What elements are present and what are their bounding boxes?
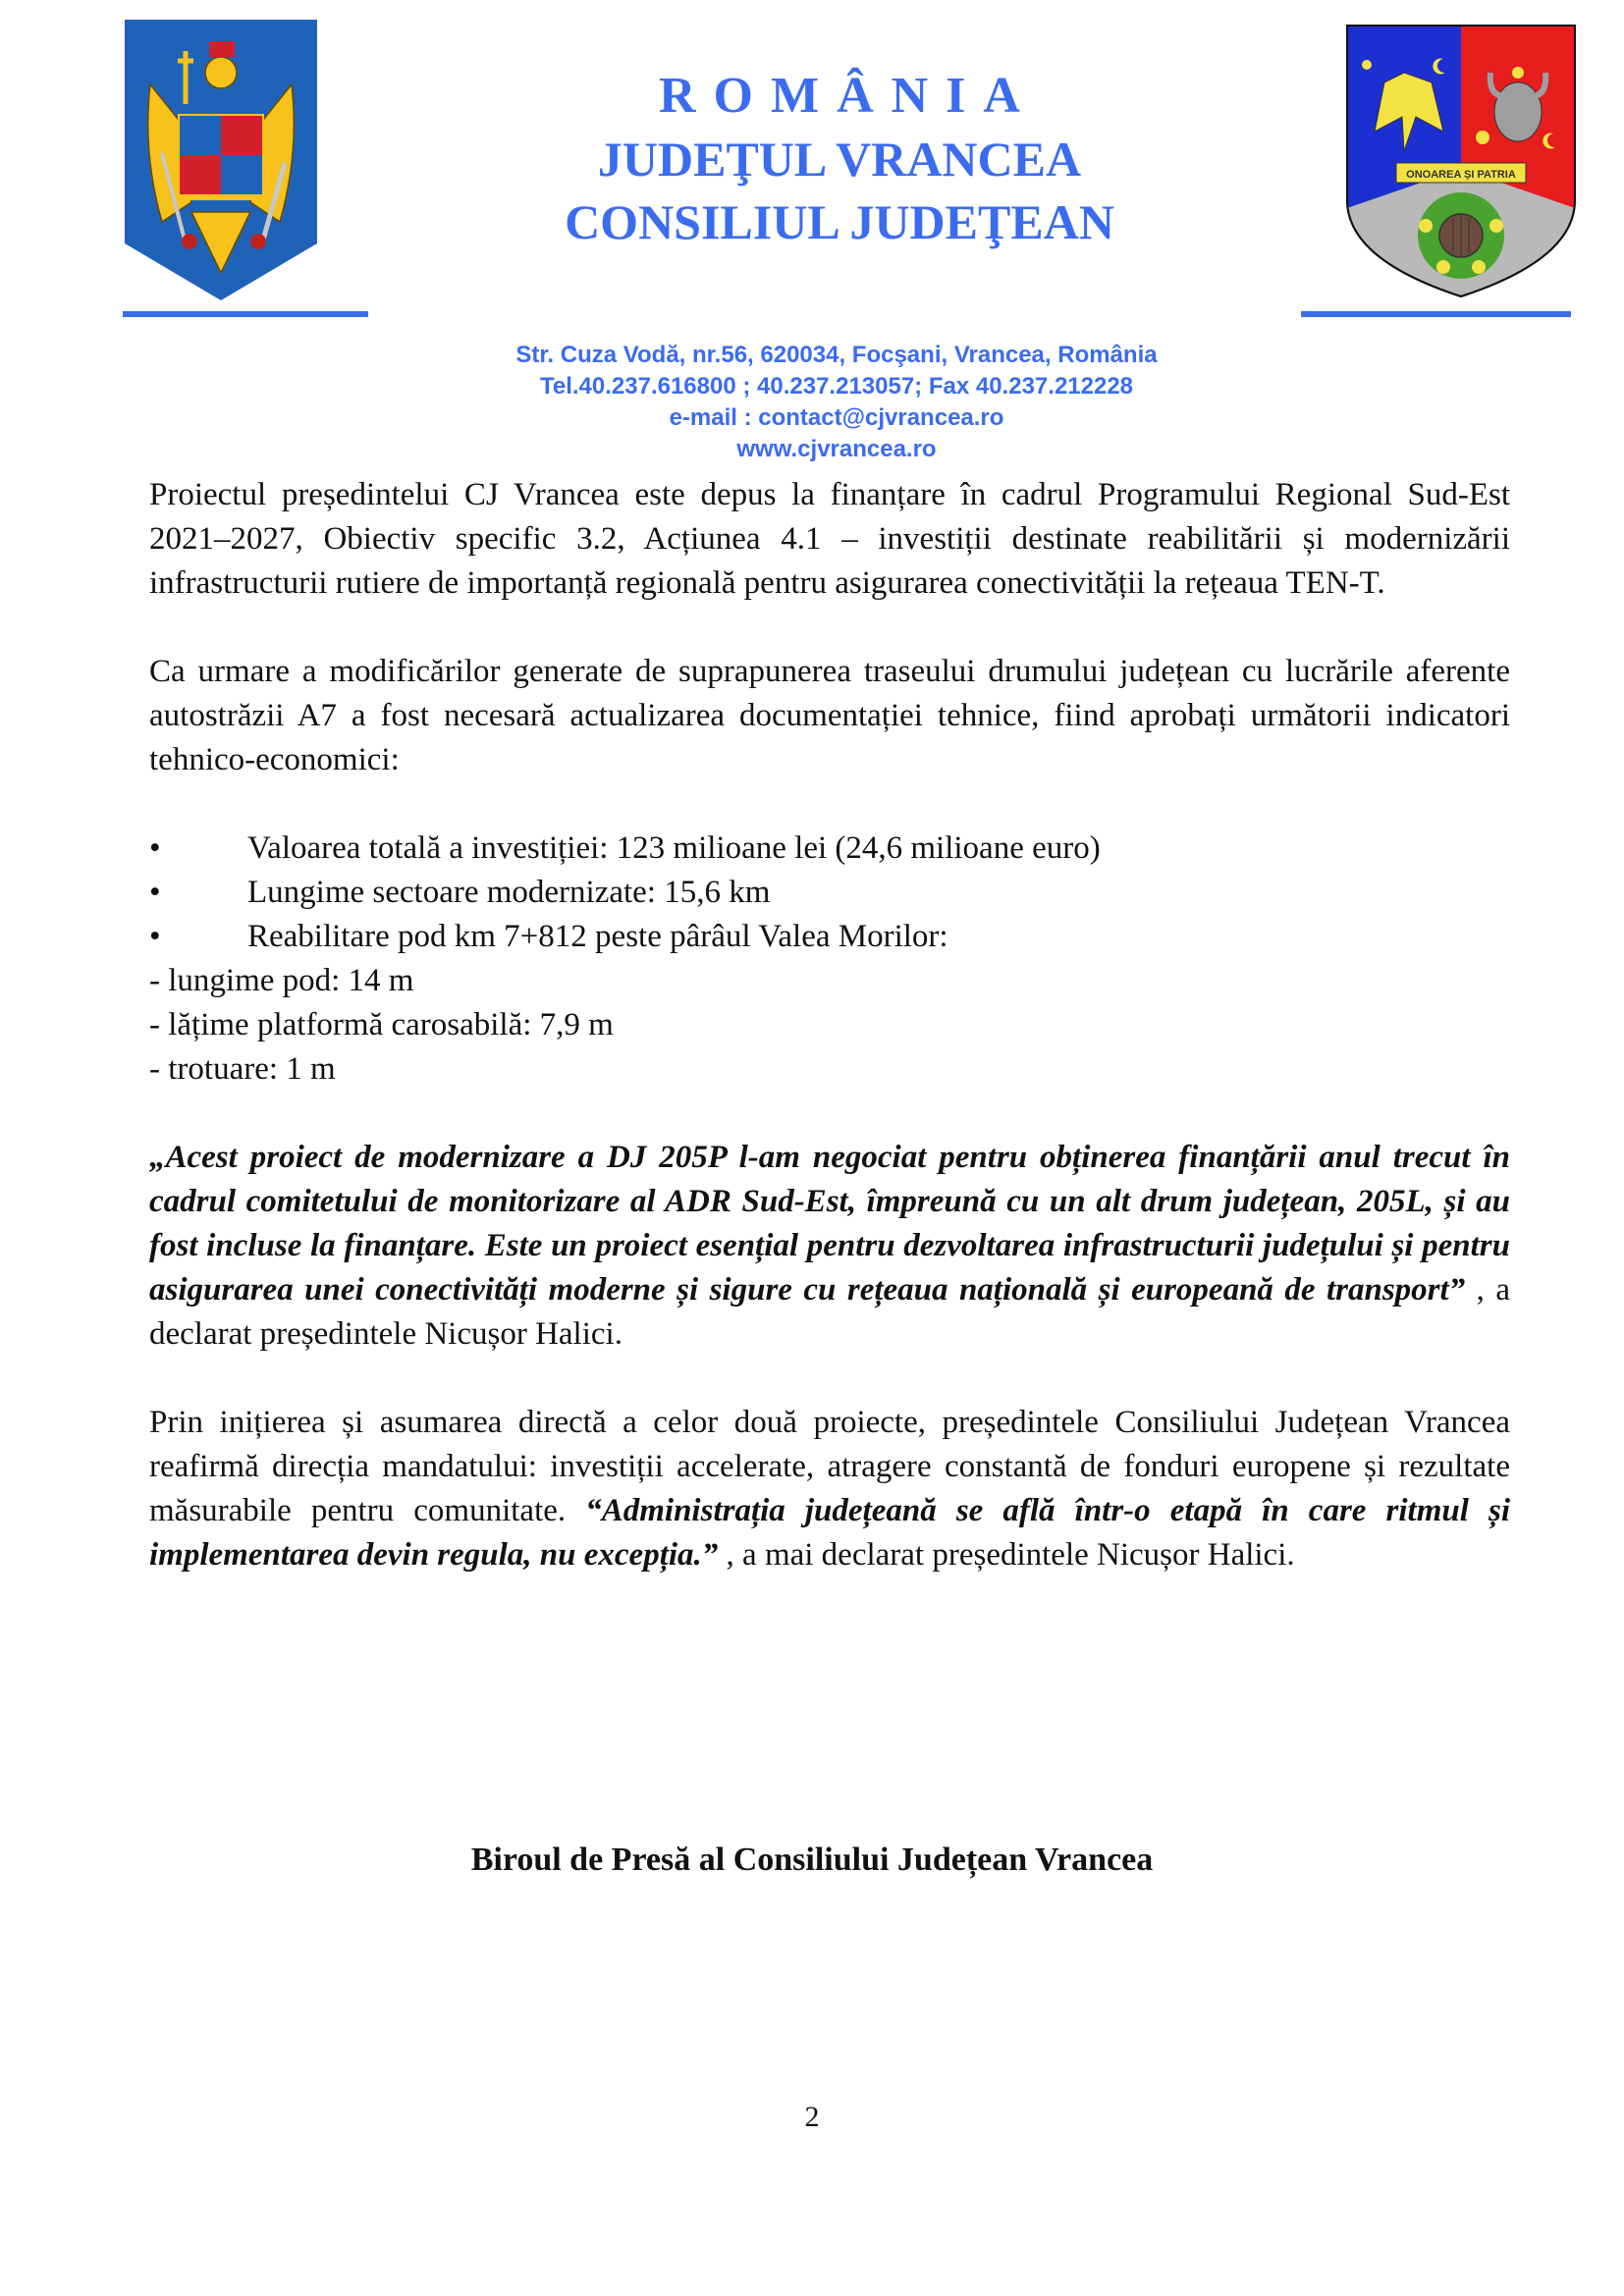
quote-attribution: , a declarat președintele Nicușor Halici. [149, 1272, 1510, 1352]
page-number: 2 [804, 2101, 820, 2133]
paragraph-quote-1 [149, 1136, 1510, 1357]
header-council: CONSILIUL JUDEŢEAN [565, 194, 1114, 249]
quote-attribution: , a mai declarat președintele Nicușor Halici. [718, 1537, 1295, 1573]
bullet-icon: • [149, 830, 161, 866]
header-rule-left [123, 311, 368, 317]
website-link[interactable]: www.cjvrancea.ro [736, 436, 937, 462]
header-rule-right [1301, 311, 1571, 317]
quote-text: „Acest proiect de modernizare a DJ 205P l-am negociat pentru obținerea finanțării anul trecut în cadrul comitetului de monitorizare al ADR Sud-Est, împreună cu un alt drum județean, 205L, și au fost incluse la finanțare. Este un proiect esențial pentru dezvoltarea infrastructurii județului și pentru asigurarea unei conectivități moderne și sigure cu rețeaua națională și europeană de transport” [149, 1140, 1510, 1308]
paragraph-mandate [149, 1401, 1510, 1577]
sub-item: - lungime pod: 14 m [149, 963, 414, 998]
sub-item: - lățime platformă carosabilă: 7,9 m [149, 1007, 614, 1042]
list-item [149, 827, 1510, 871]
header-county: JUDEŢUL VRANCEA [597, 132, 1082, 187]
header-country: ROMÂNIA [659, 68, 1038, 124]
list-item [149, 871, 1510, 915]
bullet-text: Lungime sectoare modernizate: 15,6 km [247, 875, 771, 910]
bullet-icon: • [149, 875, 161, 910]
sub-item: - trotuare: 1 m [149, 1051, 336, 1087]
bullet-text: Reabilitare pod km 7+812 peste pârâul Valea Morilor: [247, 919, 948, 954]
quote-text: “Administrația județeană se află într-o etapă în care ritmul și implementarea devin regula, nu excepția.” [149, 1493, 1510, 1573]
svg-text:ONOAREA ȘI PATRIA: ONOAREA ȘI PATRIA [1406, 169, 1516, 181]
bullet-icon: • [149, 919, 161, 954]
vrancea-county-coat-of-arms-icon [1345, 24, 1577, 298]
address-line: Str. Cuza Vodă, nr.56, 620034, Focşani, Vrancea, România [515, 342, 1158, 368]
phone-line: Tel.40.237.616800 ; 40.237.213057; Fax 40.237.212228 [539, 373, 1134, 400]
bullet-text: Valoarea totală a investiției: 123 milioane lei (24,6 milioane euro) [247, 830, 1101, 866]
header-title-block [422, 65, 1257, 253]
contact-block [344, 340, 1329, 465]
paragraph-funding: Proiectul președintelui CJ Vrancea este depus la finanțare în cadrul Programului Regional Sud-Est 2021–2027, Obiectiv specific 3.2, Acțiunea 4.1 – investiții destinate reabilitării și modernizării infrastructurii rutiere de importanță regională pentru asigurarea conectivității la rețeaua TEN-T. [149, 477, 1510, 601]
paragraph-update: Ca urmare a modificărilor generate de suprapunerea traseului drumului județean cu lucrările aferente autostrăzii A7 a fost necesară actualizarea documentației tehnice, fiind aprobați următorii indicatori tehnico-economici: [149, 654, 1510, 777]
mandate-text: Prin inițierea și asumarea directă a celor două proiecte, președintele Consiliului Județean Vrancea reafirmă direcția mandatului: investiții accelerate, atragere constantă de fonduri europene și rezultate măsurabile pentru comunitate. [149, 1405, 1510, 1528]
email-link[interactable]: e-mail : contact@cjvrancea.ro [669, 404, 1004, 431]
signature: Biroul de Presă al Consiliului Județean Vrancea [470, 1842, 1154, 1878]
list-item [149, 915, 1510, 959]
romania-coat-of-arms-icon [123, 16, 319, 302]
press-release-body [149, 473, 1510, 1577]
